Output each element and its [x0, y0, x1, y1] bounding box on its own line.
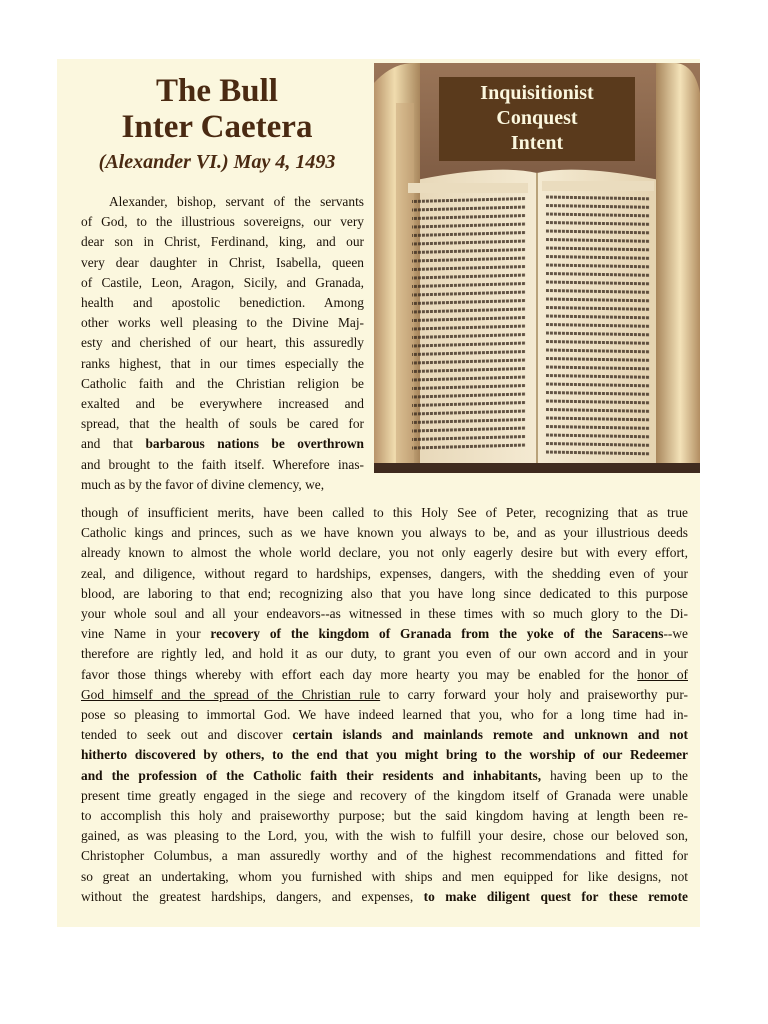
text-line — [81, 624, 688, 644]
text-run: of God, to the illustrious sovereigns, our very — [81, 214, 364, 230]
emphasis-bold: barbarous nations be overthrown — [145, 436, 364, 452]
text-run: much as by the favor of divine clemency, we, — [81, 476, 325, 492]
text-run: though of insufficient merits, have been called to this Holy See of Peter, recognizing that as true — [81, 505, 688, 520]
text-run: Christopher Columbus, a man assuredly worthy and of the highest recommendations and fitted for — [81, 848, 688, 864]
text-line — [81, 564, 688, 584]
text-run: --we — [663, 626, 688, 642]
text-line — [81, 503, 688, 523]
torah-scroll-image — [374, 63, 700, 473]
caption-line-3: Intent — [510, 132, 564, 154]
text-run: favor those things whereby with effort each day more hearty you may be enabled for the — [81, 666, 638, 682]
text-line — [81, 584, 688, 604]
text-run: your whole soul and all your endeavors--as witnessed in these times with so much glory to the Di- — [81, 606, 688, 622]
text-run: so great an undertaking, whom you furnished with ships and men equipped for like designs, not — [81, 868, 688, 884]
text-run: gained, as was pleasing to the Lord, you, with the wish to fulfill your desire, chose our beloved son, — [81, 828, 688, 844]
text-line — [81, 685, 688, 705]
text-line — [81, 665, 688, 685]
title-block — [57, 73, 377, 173]
text-run: exalted and be everywhere increased and — [81, 396, 364, 412]
subtitle: (Alexander VI.) May 4, 1493 — [98, 151, 336, 173]
text-run: spread, that the health of souls be cared for — [81, 416, 364, 432]
caption-line-1: Inquisitionist — [480, 82, 594, 104]
text-line — [81, 414, 364, 434]
text-run: zeal, and diligence, without regard to hardships, expenses, dangers, with the shedding even of your — [81, 565, 688, 581]
text-line — [81, 253, 364, 273]
text-line — [81, 333, 364, 353]
text-run: present time greatly engaged in the siege and recovery of the kingdom itself of Granada were unable — [81, 787, 688, 803]
emphasis-bold: certain islands and mainlands remote and unknown and not — [292, 727, 688, 743]
text-run: ranks highest, that in our times especially the — [81, 355, 364, 371]
text-line — [81, 293, 364, 313]
text-line — [81, 394, 364, 414]
text-line — [81, 846, 688, 866]
text-line — [81, 354, 364, 374]
text-run: to accomplish this holy and praiseworthy purpose; but the said kingdom having at length been re- — [81, 808, 688, 824]
text-run: without the greatest hardships, dangers, and expenses, — [81, 888, 424, 904]
text-line — [81, 192, 364, 212]
text-line — [81, 806, 688, 826]
text-line — [81, 434, 364, 454]
text-run: having been up to the — [541, 767, 688, 783]
emphasis-underline: God himself and the spread of the Christian rule — [81, 686, 381, 702]
text-line — [81, 523, 688, 543]
text-run: already known to almost the whole world declare, you not only eagerly desire but with every effort, — [81, 545, 688, 561]
text-run: pose so pleasing to immortal God. We have indeed learned that you, who for a long time had in- — [81, 707, 688, 723]
text-run: and brought to the faith itself. Wherefore inas- — [81, 456, 364, 472]
text-run: dear son in Christ, Ferdinand, king, and our — [81, 234, 364, 250]
text-run: health and apostolic benediction. Among — [81, 295, 364, 311]
text-line — [81, 273, 364, 293]
title — [57, 73, 377, 145]
text-line — [81, 313, 364, 333]
text-line — [81, 867, 688, 887]
caption-line-2: Conquest — [496, 107, 578, 129]
body-left-column — [81, 192, 364, 495]
text-line — [81, 745, 688, 765]
text-line — [81, 374, 364, 394]
emphasis-bold: hitherto discovered by others, to the end that you might bring to the worship of our Redeemer — [81, 747, 688, 763]
emphasis-bold: recovery of the kingdom of Granada from the yoke of the Saracens — [210, 626, 664, 642]
text-line — [81, 604, 688, 624]
text-line — [81, 232, 364, 252]
text-run: Catholic faith and the Christian religion be — [81, 375, 364, 391]
text-line — [81, 543, 688, 563]
text-line — [81, 705, 688, 725]
emphasis-bold: and the profession of the Catholic faith their residents and inhabitants, — [81, 767, 542, 783]
text-line — [81, 475, 364, 495]
text-run: esty and cherished of our heart, this assuredly — [81, 335, 364, 351]
text-run: very dear daughter in Christ, Isabella, queen — [81, 254, 364, 270]
text-run: blood, are laboring to that end; recognizing also that you have long since dedicated to this purpose — [81, 585, 688, 601]
emphasis-underline: honor of — [637, 666, 688, 682]
title-line-1: The Bull — [156, 73, 278, 109]
text-line — [81, 766, 688, 786]
text-line — [81, 644, 688, 664]
text-run: tended to seek out and discover — [81, 727, 293, 743]
text-line — [81, 786, 688, 806]
caption-box — [439, 77, 635, 161]
text-run: Catholic kings and princes, such as we have known you always to be, and as your illustrious deeds — [81, 525, 688, 541]
text-run: other works well pleasing to the Divine Maj- — [81, 315, 364, 331]
text-run: vine Name in your — [81, 626, 211, 642]
document-page — [57, 59, 700, 927]
emphasis-bold: to make diligent quest for these remote — [423, 888, 688, 904]
text-run: and that — [81, 436, 146, 452]
text-line — [81, 826, 688, 846]
text-line — [81, 887, 688, 907]
body-full-column — [81, 503, 688, 907]
text-run: to carry forward your holy and praiseworthy pur- — [380, 686, 688, 702]
text-line — [81, 725, 688, 745]
text-run: therefore are rightly led, and hold it as our duty, to grant you even of our own accord and in your — [81, 646, 688, 662]
text-run: Alexander, bishop, servant of the servants — [109, 194, 364, 209]
text-line — [81, 212, 364, 232]
title-line-2: Inter Caetera — [121, 109, 313, 145]
text-run: of Castile, Leon, Aragon, Sicily, and Granada, — [81, 274, 364, 290]
text-line — [81, 455, 364, 475]
